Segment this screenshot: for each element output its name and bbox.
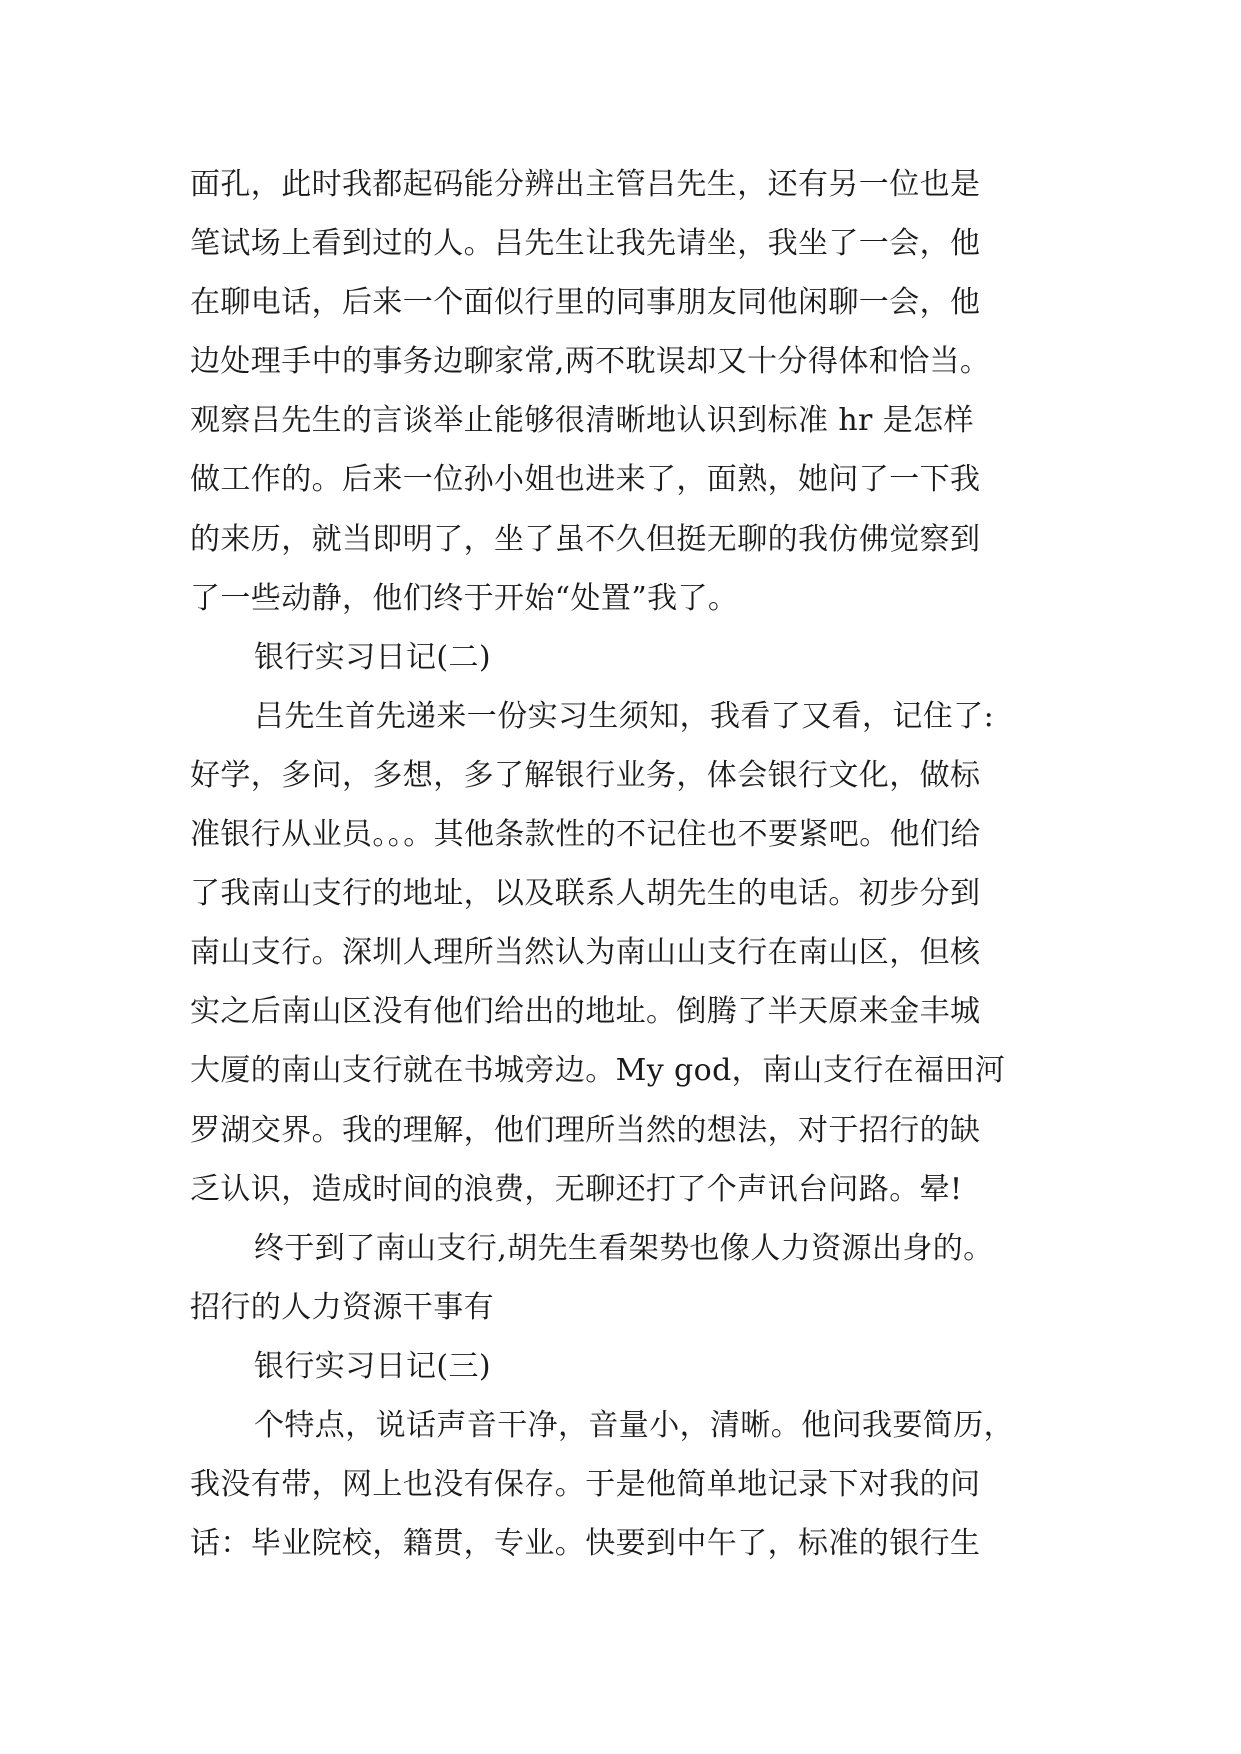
text-line: 面孔，此时我都起码能分辨出主管吕先生，还有另一位也是 xyxy=(190,167,981,202)
document-body xyxy=(190,155,1050,1573)
text-line: 好学，多问，多想，多了解银行业务，体会银行文化，做标 xyxy=(190,757,981,793)
text-line: 招行的人力资源干事有 xyxy=(190,1289,494,1325)
section-heading: 银行实习日记(二) xyxy=(254,639,492,675)
text-line: 我没有带，网上也没有保存。于是他简单地记录下对我的问 xyxy=(190,1467,981,1503)
text-line: 的来历，就当即明了，坐了虽不久但挺无聊的我仿佛觉察到 xyxy=(190,521,981,557)
text-line: 大厦的南山支行就在书城旁边。My god，南山支行在福田河 xyxy=(190,1053,1006,1089)
text-line: 南山支行。深圳人理所当然认为南山山支行在南山区，但核 xyxy=(190,935,981,971)
text-line: 观察吕先生的言谈举止能够很清晰地认识到标准 hr 是怎样 xyxy=(190,403,974,439)
text-line: 个特点，说话声音干净，音量小，清晰。他问我要简历， xyxy=(254,1407,1014,1443)
text-line: 做工作的。后来一位孙小姐也进来了，面熟，她问了一下我 xyxy=(190,462,981,498)
text-line: 罗湖交界。我的理解，他们理所当然的想法，对于招行的缺 xyxy=(190,1112,981,1148)
text-line: 实之后南山区没有他们给出的地址。倒腾了半天原来金丰城 xyxy=(190,994,981,1030)
text-line: 了我南山支行的地址，以及联系人胡先生的电话。初步分到 xyxy=(190,876,981,912)
text-line: 终于到了南山支行,胡先生看架势也像人力资源出身的。 xyxy=(254,1230,994,1266)
text-line: 在聊电话，后来一个面似行里的同事朋友同他闲聊一会，他 xyxy=(190,285,981,321)
text-line: 乏认识，造成时间的浪费，无聊还打了个声讯台问路。晕! xyxy=(190,1171,963,1207)
text-line: 准银行从业员。。。其他条款性的不记住也不要紧吧。他们给 xyxy=(190,817,981,853)
text-line: 吕先生首先递来一份实习生须知，我看了又看，记住了: xyxy=(254,698,995,734)
text-line: 了一些动静，他们终于开始“处置”我了。 xyxy=(190,580,739,616)
text-line: 笔试场上看到过的人。吕先生让我先请坐，我坐了一会，他 xyxy=(190,226,981,262)
section-heading: 银行实习日记(三) xyxy=(254,1348,492,1384)
text-line: 边处理手中的事务边聊家常,两不耽误却又十分得体和恰当。 xyxy=(190,344,991,380)
text-line: 话：毕业院校，籍贯，专业。快要到中午了，标准的银行生 xyxy=(190,1526,981,1562)
